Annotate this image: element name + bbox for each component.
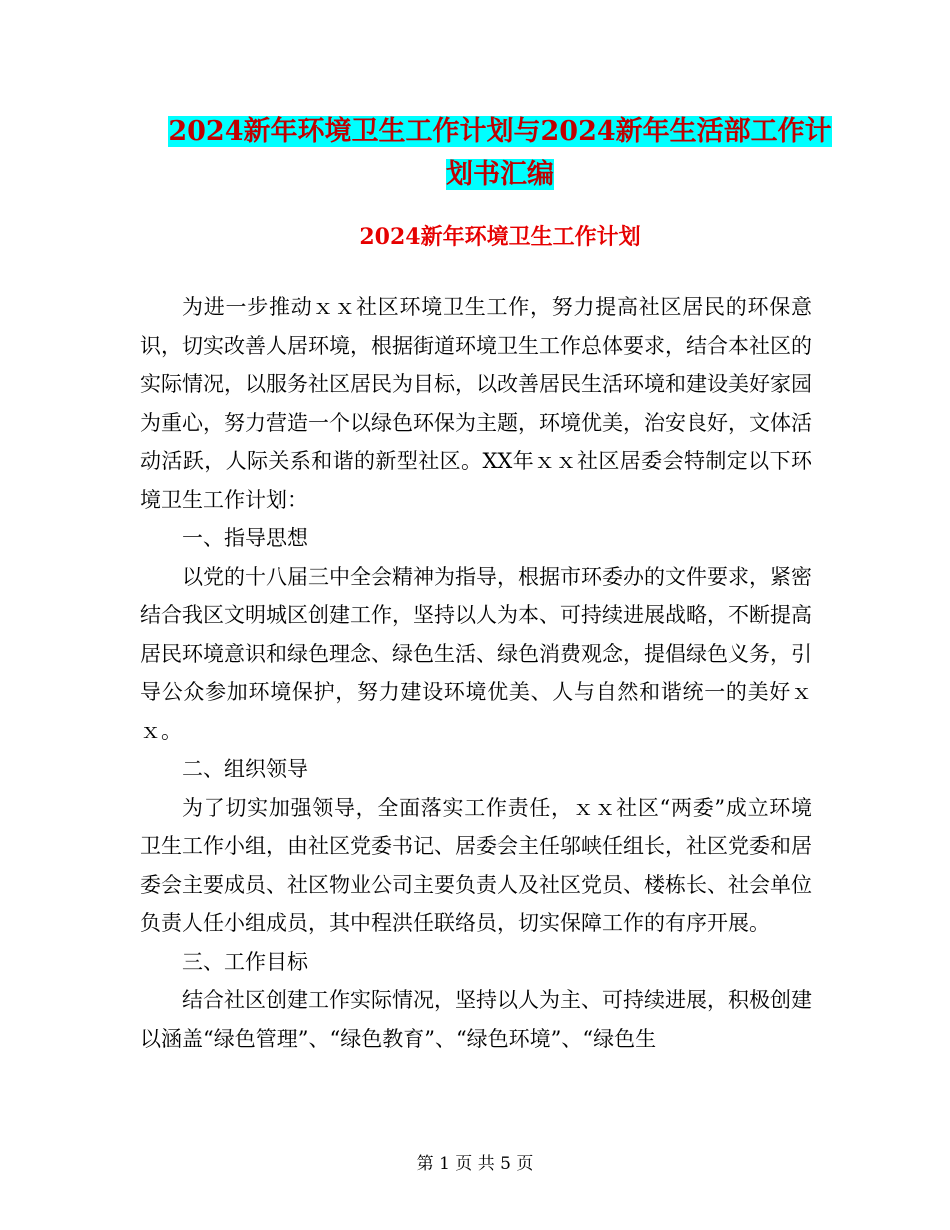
paragraph-guiding-thought: 以党的十八届三中全会精神为指导，根据市环委办的文件要求，紧密结合我区文明城区创建工作，坚持以人为本、可持续进展战略，不断提高居民环境意识和绿色理念、绿色生活、绿色消费观念，提倡绿色义务，引导公众参加环境保护，努力建设环境优美、人与自然和谐统一的美好ｘｘ。 [140,564,812,743]
document-title [140,110,860,196]
page-footer: 第 1 页 共 5 页 [416,1154,534,1174]
heading-guiding-thought: 一、指导思想 [182,526,308,550]
intro-paragraph: 为进一步推动ｘｘ社区环境卫生工作，努力提高社区居民的环保意识，切实改善人居环境，根据街道环境卫生工作总体要求，结合本社区的实际情况，以服务社区居民为目标，以改善居民生活环境和建设美好家园为重心，努力营造一个以绿色环保为主题，环境优美，治安良好，文体活动活跃，人际关系和谐的新型社区。XX年ｘｘ社区居委会特制定以下环境卫生工作计划： [140,295,812,512]
paragraph-organization: 为了切实加强领导，全面落实工作责任，ｘｘ社区“两委”成立环境卫生工作小组，由社区党委书记、居委会主任邬峡任组长，社区党委和居委会主要成员、社区物业公司主要负责人及社区党员、楼栋长、社会单位负责人任小组成员，其中程洪任联络员，切实保障工作的有序开展。 [140,795,812,935]
body-text [140,288,812,1058]
heading-organization: 二、组织领导 [182,757,308,781]
heading-work-goals: 三、工作目标 [182,949,308,974]
title-line-2: 划书汇编 [446,159,554,190]
title-line-1: 2024新年环境卫生工作计划与2024新年生活部工作计 [168,116,832,147]
paragraph-work-goals: 结合社区创建工作实际情况，坚持以人为主、可持续进展，积极创建以涵盖“绿色管理”、“绿色教育”、“绿色环境”、“绿色生 [140,988,812,1051]
section-title: 2024新年环境卫生工作计划 [359,224,641,250]
